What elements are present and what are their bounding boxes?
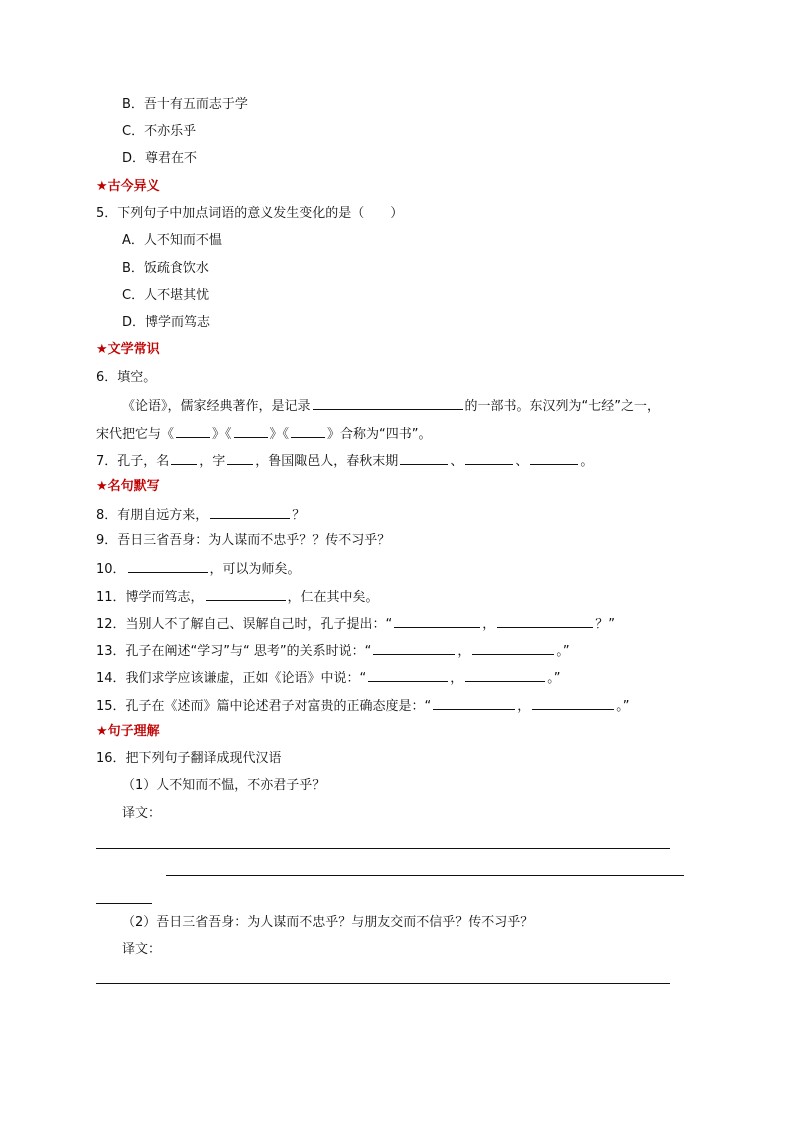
q11-line <box>96 587 379 607</box>
answer-line-2a[interactable] <box>96 983 670 984</box>
q16-sentence-2: （2）吾日三省吾身：为人谋而不忠乎？与朋友交而不信乎？传不习乎？ <box>122 915 534 930</box>
q8-text-b: ？ <box>292 508 306 523</box>
q8-text-a: 8．有朋自远方来， <box>96 508 209 523</box>
q5-stem: 5．下列句子中加点词语的意义发生变化的是（ ） <box>96 206 404 221</box>
q6-blank-book-2[interactable] <box>234 424 268 438</box>
q14-line <box>96 668 561 688</box>
q12-text-b: ， <box>482 617 496 632</box>
section-heading-mingju: ★名句默写 <box>96 479 160 494</box>
q5-option-d: D．博学而笃志 <box>122 315 211 330</box>
q12-text-a: 12．当别人不了解自己、误解自己时，孔子提出：“ <box>96 617 393 632</box>
q7-blank-3[interactable] <box>530 451 578 465</box>
q7-text-d: 、 <box>450 454 464 469</box>
q6-blank-record[interactable] <box>313 396 463 410</box>
q15-blank-2[interactable] <box>532 696 614 710</box>
q7-blank-zi[interactable] <box>227 451 253 465</box>
q10-text-a: 10． <box>96 562 126 577</box>
q15-blank-1[interactable] <box>433 696 515 710</box>
q7-text-f: 。 <box>580 454 594 469</box>
q6-text-a: 《论语》，儒家经典著作，是记录 <box>122 399 311 414</box>
q5-option-c: C．人不堪其忧 <box>122 288 210 303</box>
q15-line <box>96 696 630 716</box>
q15-text-a: 15．孔子在《述而》篇中论述君子对富贵的正确态度是：“ <box>96 699 432 714</box>
q13-line <box>96 641 570 661</box>
q8-blank[interactable] <box>210 505 290 519</box>
q6-blank-book-1[interactable] <box>176 424 210 438</box>
q14-text-b: ， <box>450 671 464 686</box>
q16-sentence-1: （1）人不知而不愠，不亦君子乎？ <box>122 778 326 793</box>
q7-blank-ming[interactable] <box>171 451 197 465</box>
q6-text-d: 》《 <box>212 427 232 442</box>
q13-text-a: 13．孔子在阐述“学习”与“ 思考”的关系时说：“ <box>96 644 372 659</box>
q7-line <box>96 451 593 471</box>
q7-blank-1[interactable] <box>400 451 448 465</box>
answer-line-1c[interactable] <box>96 903 152 904</box>
q6-text-c: 宋代把它与《 <box>96 427 175 442</box>
q8-line <box>96 505 305 525</box>
q10-line <box>96 559 301 579</box>
q6-text-f: 》合称为“四书”。 <box>327 427 432 442</box>
q11-text-a: 11．博学而笃志， <box>96 590 204 605</box>
q16-yiwen-label-1: 译文： <box>122 806 162 821</box>
q11-blank[interactable] <box>206 587 286 601</box>
q6-stem: 6．填空。 <box>96 370 157 385</box>
q10-text-b: ，可以为师矣。 <box>209 562 301 577</box>
q11-text-b: ，仁在其中矣。 <box>287 590 379 605</box>
answer-line-1b[interactable] <box>166 875 684 876</box>
section-heading-wenxue: ★文学常识 <box>96 342 160 357</box>
q7-blank-2[interactable] <box>465 451 513 465</box>
q13-text-b: ， <box>457 644 471 659</box>
q14-text-a: 14．我们求学应该谦虚，正如《论语》中说：“ <box>96 671 367 686</box>
q15-text-c: 。” <box>616 699 630 714</box>
q12-text-c: ？” <box>595 617 616 632</box>
q4-option-c: C．不亦乐乎 <box>122 124 197 139</box>
q12-blank-2[interactable] <box>497 614 593 628</box>
q16-stem: 16．把下列句子翻译成现代汉语 <box>96 751 282 766</box>
q6-line-1 <box>122 396 660 416</box>
q16-yiwen-label-2: 译文： <box>122 942 162 957</box>
q7-text-a: 7．孔子，名 <box>96 454 170 469</box>
section-heading-juzi: ★句子理解 <box>96 724 160 739</box>
q6-line-2 <box>96 424 432 444</box>
q9-line: 9．吾日三省吾身：为人谋而不忠乎？？传不习乎？ <box>96 533 391 548</box>
q4-option-b: B．吾十有五而志于学 <box>122 97 248 112</box>
q14-blank-2[interactable] <box>465 668 545 682</box>
q5-option-a: A．人不知而不愠 <box>122 233 222 248</box>
q6-blank-book-3[interactable] <box>291 424 325 438</box>
q4-option-d: D．尊君在不 <box>122 151 198 166</box>
q14-text-c: 。” <box>547 671 561 686</box>
q7-text-b: ，字 <box>199 454 226 469</box>
q5-option-b: B．饭疏食饮水 <box>122 261 209 276</box>
section-heading-gujin: ★古今异义 <box>96 179 160 194</box>
q13-text-c: 。” <box>556 644 570 659</box>
q6-text-b: 的一部书。东汉列为“七经”之一， <box>464 399 660 414</box>
q10-blank[interactable] <box>128 559 208 573</box>
q13-blank-1[interactable] <box>373 641 455 655</box>
q12-line <box>96 614 615 634</box>
q13-blank-2[interactable] <box>472 641 554 655</box>
q14-blank-1[interactable] <box>368 668 448 682</box>
q6-text-e: 》《 <box>269 427 290 442</box>
q7-text-e: 、 <box>515 454 529 469</box>
q7-text-c: ，鲁国陬邑人，春秋末期 <box>255 454 399 469</box>
q15-text-b: ， <box>517 699 531 714</box>
answer-line-1a[interactable] <box>96 848 670 849</box>
q12-blank-1[interactable] <box>394 614 480 628</box>
